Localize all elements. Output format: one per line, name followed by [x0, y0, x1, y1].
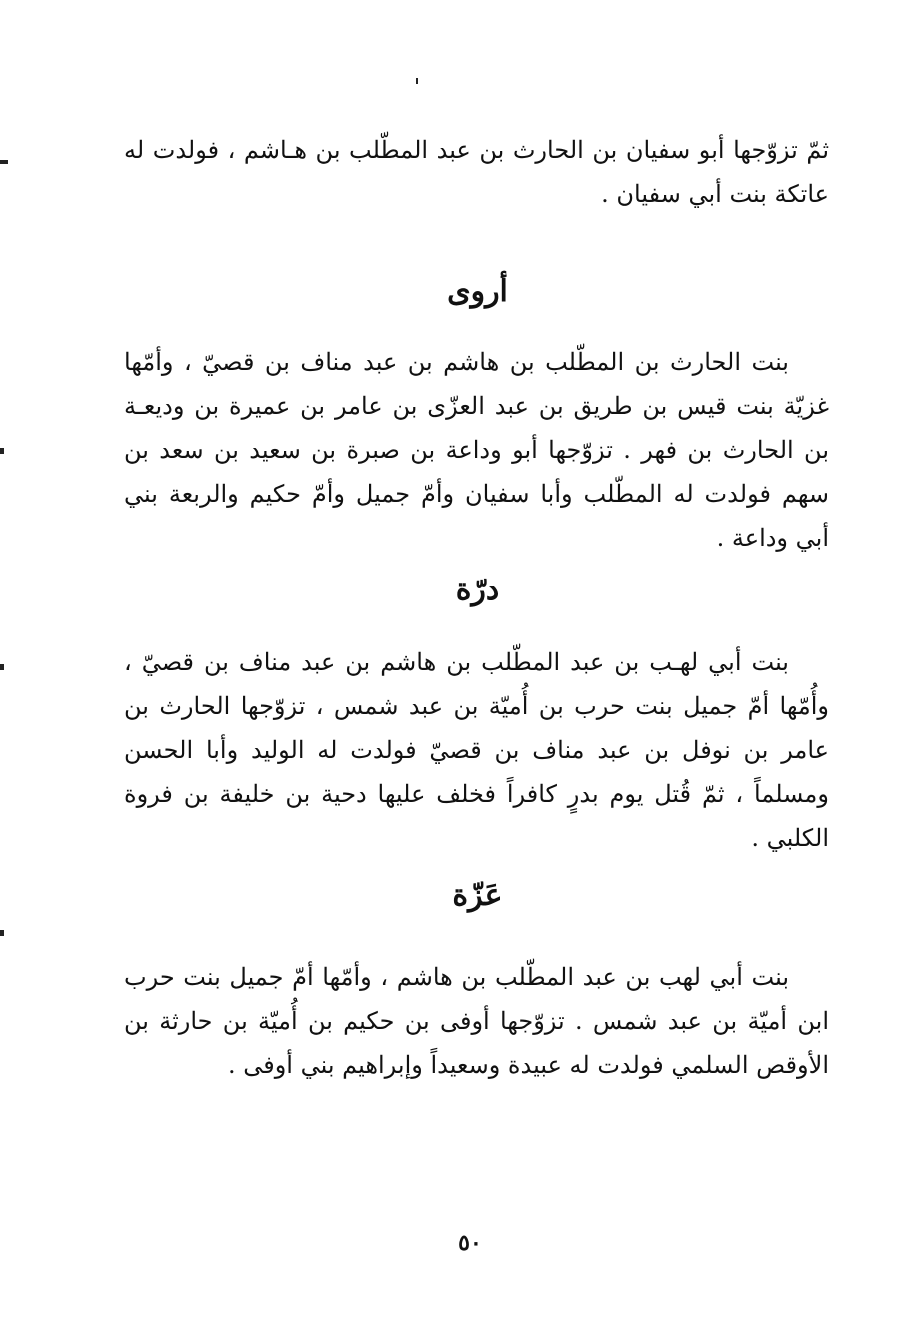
scan-speck: [0, 160, 8, 164]
scan-speck: [0, 930, 4, 936]
section-heading-azza: عَزّة: [452, 878, 503, 913]
scan-speck: [416, 78, 418, 84]
section-body-durra: [124, 640, 829, 860]
section-text-arwa: بنت الحارث بن المطّلب بن هاشم بن عبد مناف بن قصيّ ، وأمّها غزيّة بنت قيس بن طريق بن عبد العزّى بن عامر بن عميرة بن وديعـة بن الحارث بن فهر . تزوّجها أبو وداعة بن صبرة بن سعيد بن سعد بن سهم فولدت له المطّلب وأبا سفيان وأمّ جميل وأمّ حكيم والربعة بني أبي وداعة .: [124, 348, 829, 552]
section-text-durra: بنت أبي لهـب بن عبد المطّلب بن هاشم بن عبد مناف بن قصيّ ، وأُمّها أمّ جميل بنت حرب بن أُميّة بن عبد شمس ، تزوّجها الحارث بن عامر بن نوفل بن عبد مناف بن قصيّ فولدت له الوليد وأبا الحسن ومسلماً ، ثمّ قُتل يوم بدرٍ كافراً فخلف عليها دحية بن خليفة بن فروة الكلبي .: [124, 648, 830, 852]
section-heading-durra: درّة: [455, 572, 500, 607]
section-text-azza: بنت أبي لهب بن عبد المطّلب بن هاشم ، وأمّها أمّ جميل بنت حرب ابن أميّة بن عبد شمس . تزوّجها أوفى بن حكيم بن أُميّة بن حارثة بن الأوقص السلمي فولدت له عبيدة وسعيداً وإبراهيم بني أوفى .: [124, 963, 829, 1079]
section-heading-arwa: أروى: [447, 274, 508, 309]
scan-speck: [0, 664, 4, 670]
page-number: ٥٠: [458, 1230, 482, 1256]
intro-text: ثمّ تزوّجها أبو سفيان بن الحارث بن عبد المطّلب بن هـاشم ، فولدت له عاتكة بنت أبي سفيان .: [124, 136, 829, 208]
section-body-arwa: [124, 340, 829, 560]
scan-speck: [0, 448, 4, 454]
intro-paragraph: [124, 128, 829, 216]
section-body-azza: [124, 955, 829, 1087]
